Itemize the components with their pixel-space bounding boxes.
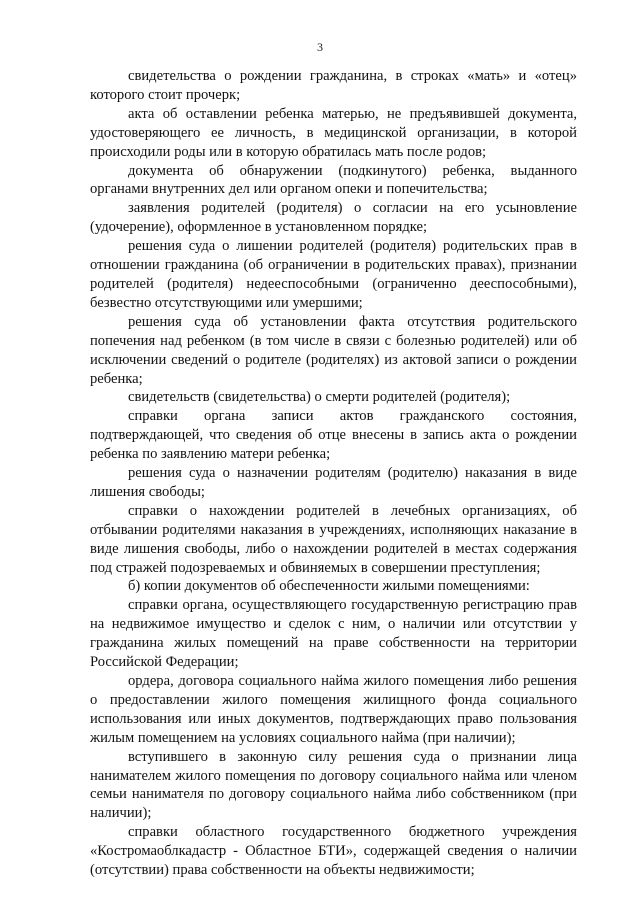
paragraph: справки областного государственного бюджетного учреждения «Костромаоблкадастр - Областное БТИ», содержащей сведения о наличии (отсутствии) права собственности на объекты недвижимости; — [90, 824, 577, 879]
paragraph: заявления родителей (родителя) о согласии на его усыновление (удочерение), оформленное в установленном порядке; — [90, 200, 577, 236]
paragraph: акта об оставлении ребенка матерью, не предъявившей документа, удостоверяющего ее личность, в медицинской организации, в которой происходили роды или в которую обратилась мать после родов; — [90, 105, 577, 160]
page-number: 3 — [317, 40, 323, 54]
paragraph: вступившего в законную силу решения суда о признании лица нанимателем жилого помещения по договору социального найма или членом семьи нанимателя по договору социального найма либо собственником (при наличии); — [90, 748, 577, 822]
paragraph: решения суда о назначении родителям (родителю) наказания в виде лишения свободы; — [90, 465, 577, 500]
paragraph: документа об обнаружении (подкинутого) ребенка, выданного органами внутренних дел или органом опеки и попечительства; — [90, 162, 577, 198]
paragraph: справки органа, осуществляющего государственную регистрацию прав на недвижимое имущество и сделок с ним, о наличии или отсутствии у гражданина жилых помещений на праве собственности на территории Российской Федерации; — [90, 597, 577, 671]
document-body — [90, 67, 577, 880]
paragraph: ордера, договора социального найма жилого помещения либо решения о предоставлении жилого помещения жилищного фонда социального использования или иных документов, подтверждающих право пользования жилым помещением на условиях социального найма (при наличии); — [90, 673, 577, 746]
paragraph: свидетельств (свидетельства) о смерти родителей (родителя); — [128, 389, 511, 406]
paragraph: решения суда о лишении родителей (родителя) родительских прав в отношении гражданина (об ограничении в родительских правах), признании родителей (родителя) недееспособными (ограниченно дееспособными), безвестно отсутствующими или умершими; — [90, 238, 577, 311]
paragraph: справки органа записи актов гражданского состояния, подтверждающей, что сведения об отце внесены в запись акта о рождении ребенка по заявлению матери ребенка; — [90, 408, 577, 463]
section-heading: б) копии документов об обеспеченности жилыми помещениями: — [128, 578, 530, 595]
paragraph: решения суда об установлении факта отсутствия родительского попечения над ребенком (в том числе в связи с болезнью родителей) или об исключении сведений о родителе (родителях) из актовой записи о рождении ребенка; — [90, 313, 577, 387]
paragraph: свидетельства о рождении гражданина, в строках «мать» и «отец» которого стоит прочерк; — [90, 68, 577, 103]
paragraph: справки о нахождении родителей в лечебных организациях, об отбывании родителями наказания в учреждениях, исполняющих наказание в виде лишения свободы, либо о нахождении родителей в местах содержания под стражей подозреваемых и обвиняемых в совершении преступления; — [90, 502, 577, 576]
